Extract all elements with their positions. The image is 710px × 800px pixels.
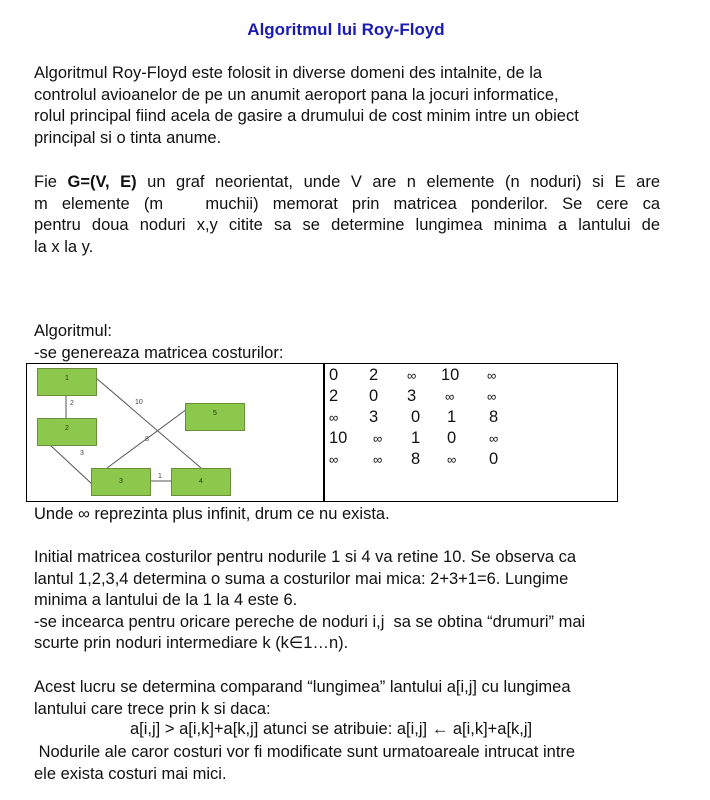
matrix-cell: 3: [369, 408, 379, 426]
example-line: lantul 1,2,3,4 determina o suma a costurilor mai mica: 2+3+1=6. Lungime: [34, 569, 569, 588]
matrix-cell: ∞: [407, 368, 417, 383]
matrix-cell: ∞: [329, 410, 339, 425]
matrix-cell: 8: [411, 450, 421, 468]
comparison-line: Acest lucru se determina comparand “lungimea” lantului a[i,j] cu lungimea: [34, 678, 571, 696]
page-title: Algoritmul lui Roy-Floyd: [247, 20, 445, 39]
matrix-cell: ∞: [329, 452, 339, 467]
definition-line: la x la y.: [34, 237, 94, 256]
matrix-cell: ∞: [445, 389, 455, 404]
graph-node-4: [171, 468, 231, 496]
matrix-cell: ∞: [489, 431, 499, 446]
example-paragraph: [34, 547, 660, 655]
intro-line: principal si o tinta anume.: [34, 128, 222, 147]
graph-node-5: [185, 403, 245, 431]
matrix-cell: 8: [489, 408, 499, 426]
intro-line: controlul avioanelor de pe un anumit aeroport pana la jocuri informatice,: [34, 85, 559, 104]
graph-node-3: [91, 468, 151, 496]
infinity-note-text: Unde ∞ reprezinta plus infinit, drum ce nu exista.: [34, 505, 390, 523]
matrix-cell: 1: [447, 408, 457, 426]
matrix-cell: 2: [329, 387, 339, 405]
definition-line: m elemente (m muchii) memorat prin matricea ponderilor. Se cere ca: [34, 194, 660, 213]
matrix-cell: 0: [369, 387, 379, 405]
conclusion-paragraph: [34, 742, 660, 785]
node-label: 2: [65, 425, 69, 432]
figure-divider: [323, 364, 325, 501]
conclusion-line: Nodurile ale caror costuri vor fi modificate sunt urmatoareale intrucat intre: [34, 743, 576, 761]
example-line: scurte prin noduri intermediare k (k∈1…n).: [34, 634, 349, 652]
matrix-cell: 10: [329, 429, 348, 447]
matrix-cell: ∞: [373, 452, 383, 467]
example-line: -se incearca pentru oricare pereche de noduri i,j sa se obtina “drumuri” mai: [34, 612, 586, 631]
matrix-cell: 10: [441, 366, 460, 384]
matrix-cell: 0: [329, 366, 339, 384]
matrix-cell: ∞: [373, 431, 383, 446]
intro-line: rolul principal fiind acela de gasire a drumului de cost minim intre un obiect: [34, 107, 579, 125]
matrix-cell: 2: [369, 366, 379, 384]
graph-notation: G=(V, E): [67, 173, 137, 191]
definition-prefix: Fie: [34, 173, 68, 191]
node-label: 4: [199, 478, 203, 485]
algorithm-heading: Algoritmul:: [34, 322, 112, 340]
edge-weight-1-4: 10: [135, 399, 143, 406]
matrix-cell: ∞: [487, 389, 497, 404]
definition-line: pentru doua noduri x,y citite sa se determine lungimea minima a lantului de: [34, 216, 660, 234]
matrix-cell: ∞: [487, 368, 497, 383]
conclusion-line: ele exista costuri mai mici.: [34, 764, 227, 783]
comparison-line: lantului care trece prin k si daca:: [34, 699, 271, 718]
comparison-paragraph: [34, 677, 660, 720]
edge-weight-3-4: 1: [158, 473, 162, 480]
step-generate-matrix: -se genereaza matricea costurilor:: [34, 343, 284, 362]
update-formula: a[i,j] > a[i,k]+a[k,j] atunci se atribuie: a[i,j] ← a[i,k]+a[k,j]: [130, 720, 533, 738]
definition-rest: un graf neorientat, unde V are n elemente (n noduri) si E are: [136, 173, 660, 191]
graph-node-2: [37, 418, 97, 446]
node-label: 3: [119, 478, 123, 485]
intro-paragraph: [34, 63, 660, 149]
matrix-cell: 0: [489, 450, 499, 468]
infinity-note: [34, 504, 660, 526]
matrix-cell: ∞: [447, 452, 457, 467]
edge-weight-3-5: 8: [145, 436, 149, 443]
matrix-cell: 0: [447, 429, 457, 447]
definition-line: [34, 172, 660, 194]
algorithm-section: [34, 321, 660, 364]
intro-line: Algoritmul Roy-Floyd este folosit in diverse domeni des intalnite, de la: [34, 64, 543, 82]
graph-node-1: [37, 368, 97, 396]
example-line: Initial matricea costurilor pentru nodurile 1 si 4 va retine 10. Se observa ca: [34, 548, 577, 566]
edge-weight-2-3: 3: [80, 450, 84, 457]
graph-diagram: [27, 364, 323, 501]
node-label: 1: [65, 375, 69, 382]
edge-weight-1-2: 2: [70, 400, 74, 407]
example-line: minima a lantului de la 1 la 4 este 6.: [34, 591, 298, 609]
matrix-cell: 0: [411, 408, 421, 426]
matrix-cell: 1: [411, 429, 421, 447]
node-label: 5: [213, 410, 217, 417]
matrix-cell: 3: [407, 387, 417, 405]
graph-and-matrix-figure: [26, 363, 618, 502]
definition-paragraph: [34, 172, 660, 258]
